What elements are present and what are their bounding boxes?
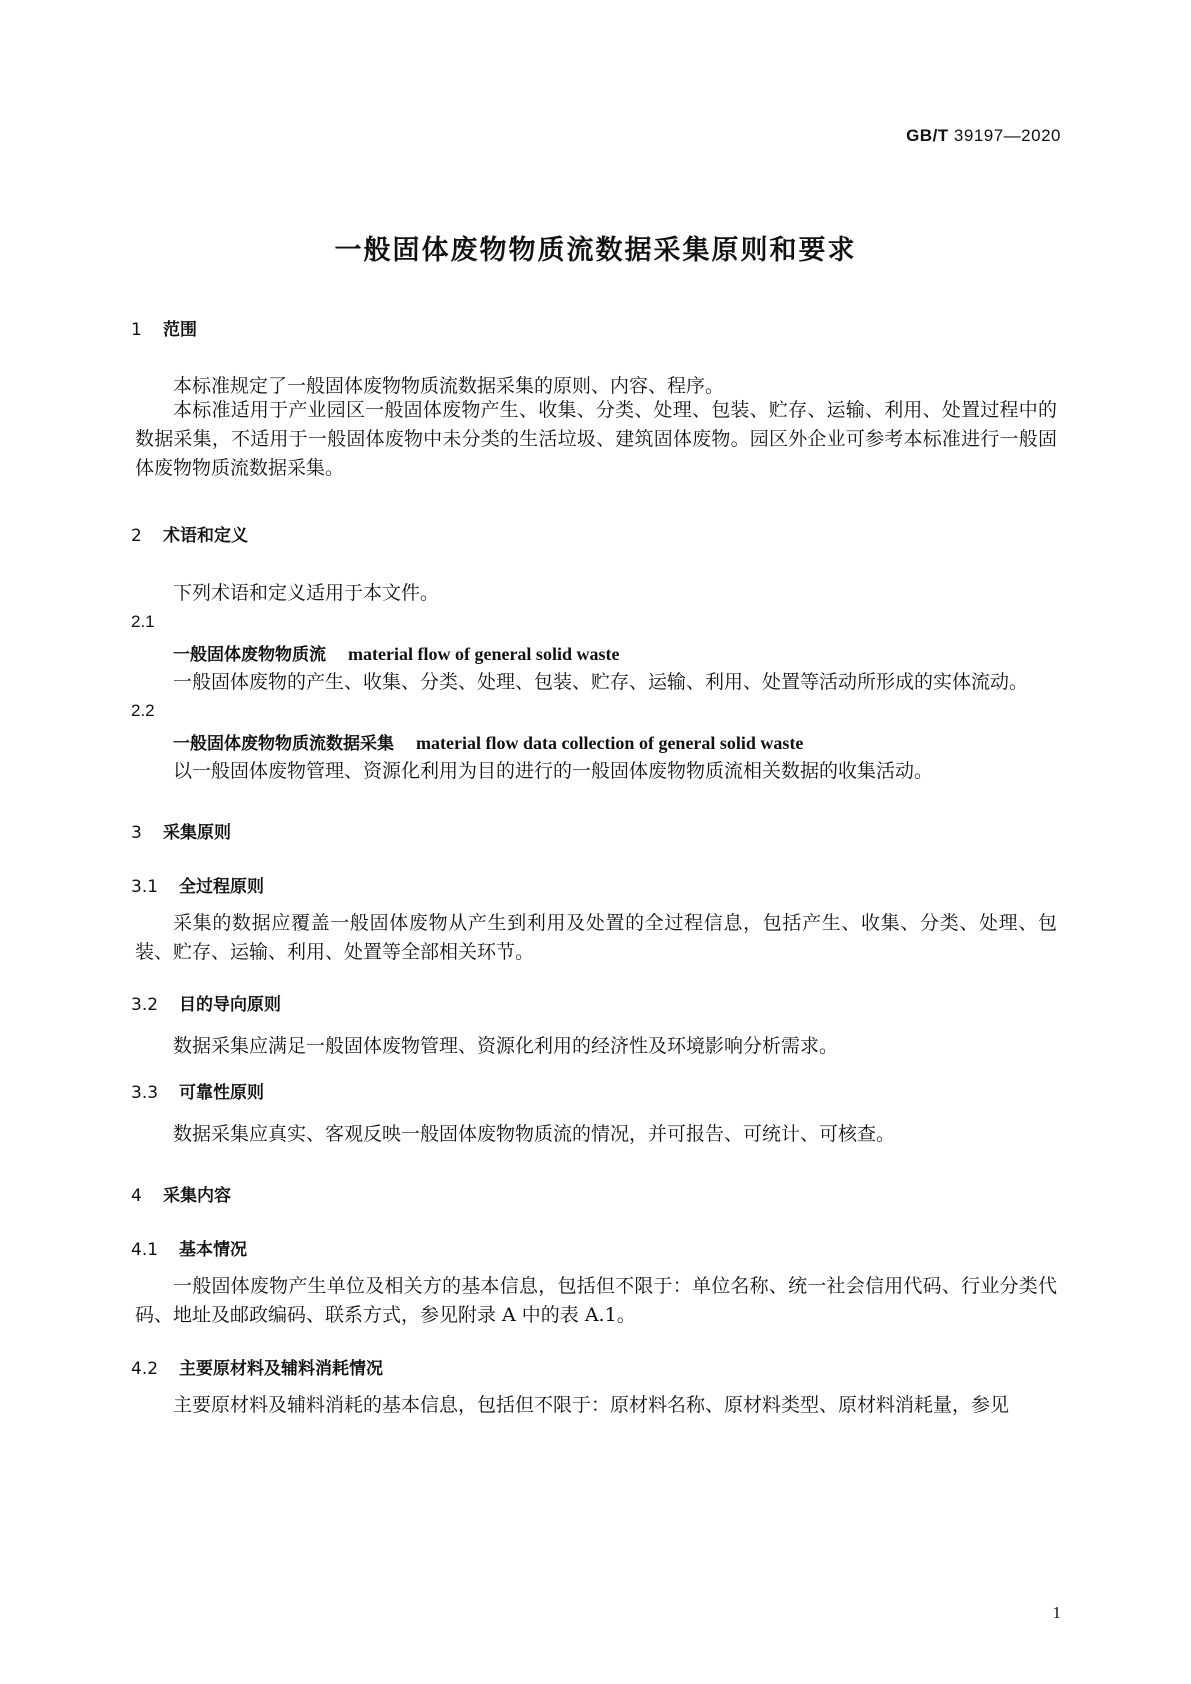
document-title: 一般固体废物物质流数据采集原则和要求 [334, 235, 857, 266]
subsection-title: 全过程原则 [179, 877, 264, 897]
section-1-heading [131, 315, 197, 340]
standard-code: 39197—2020 [953, 126, 1061, 145]
page-number: 1 [1052, 1603, 1061, 1622]
section-number: 3 [131, 823, 142, 843]
scope-paragraph-1: 本标准规定了一般固体废物物质流数据采集的原则、内容、程序。 [173, 375, 725, 397]
term-english: material flow data collection of general solid waste [416, 733, 804, 753]
subsection-4-1-text: 一般固体废物产生单位及相关方的基本信息，包括但不限于：单位名称、统一社会信用代码、行业分类代码、地址及邮政编码、联系方式，参见附录 A 中的表 A.1。 [135, 1275, 1057, 1326]
subsection-3-2-text: 数据采集应满足一般固体废物管理、资源化利用的经济性及环境影响分析需求。 [173, 1035, 839, 1057]
subsection-number: 4.2 [131, 1359, 159, 1379]
section-title: 采集内容 [163, 1186, 231, 1206]
subsection-title: 可靠性原则 [179, 1083, 264, 1103]
section-number: 4 [131, 1186, 142, 1206]
subsection-title: 基本情况 [179, 1240, 247, 1260]
term-definition: 一般固体废物的产生、收集、分类、处理、包装、贮存、运输、利用、处置等活动所形成的实体流动。 [173, 671, 1029, 693]
subsection-4-1-heading [131, 1235, 247, 1260]
subsection-3-2-heading [131, 990, 281, 1015]
term-chinese: 一般固体废物物质流 [173, 645, 326, 665]
term-number: 2.2 [131, 701, 155, 720]
subsection-4-2-text: 主要原材料及辅料消耗的基本信息，包括但不限于：原材料名称、原材料类型、原材料消耗量，参见 [173, 1394, 1010, 1416]
subsection-number: 4.1 [131, 1240, 159, 1260]
terms-intro: 下列术语和定义适用于本文件。 [173, 582, 440, 604]
standard-prefix: GB/T [906, 126, 949, 145]
section-3-heading [131, 818, 231, 843]
subsection-3-3-heading [131, 1078, 264, 1103]
term-definition: 以一般固体废物管理、资源化利用为目的进行的一般固体废物物质流相关数据的收集活动。 [173, 760, 934, 782]
subsection-3-1-heading [131, 872, 264, 897]
section-title: 采集原则 [163, 823, 231, 843]
scope-paragraph-2: 本标准适用于产业园区一般固体废物产生、收集、分类、处理、包装、贮存、运输、利用、处置过程中的数据采集，不适用于一般固体废物中未分类的生活垃圾、建筑固体废物。园区外企业可参考本标准进行一般固体废物物质流数据采集。 [135, 399, 1057, 479]
section-title: 范围 [163, 320, 197, 340]
term-heading [173, 640, 619, 665]
section-number: 1 [131, 320, 142, 340]
term-heading [173, 729, 803, 754]
standard-number [906, 126, 1061, 146]
section-title: 术语和定义 [163, 526, 248, 546]
subsection-4-2-heading [131, 1354, 383, 1379]
section-number: 2 [131, 526, 142, 546]
subsection-title: 目的导向原则 [179, 995, 281, 1015]
subsection-3-1-text: 采集的数据应覆盖一般固体废物从产生到利用及处置的全过程信息，包括产生、收集、分类、处理、包装、贮存、运输、利用、处置等全部相关环节。 [135, 912, 1057, 963]
section-2-heading [131, 521, 248, 546]
term-number: 2.1 [131, 612, 155, 631]
subsection-number: 3.2 [131, 995, 159, 1015]
subsection-number: 3.1 [131, 877, 159, 897]
section-4-heading [131, 1181, 231, 1206]
term-chinese: 一般固体废物物质流数据采集 [173, 734, 394, 754]
subsection-number: 3.3 [131, 1083, 159, 1103]
subsection-title: 主要原材料及辅料消耗情况 [179, 1359, 383, 1379]
subsection-3-3-text: 数据采集应真实、客观反映一般固体废物物质流的情况，并可报告、可统计、可核查。 [173, 1123, 896, 1145]
term-english: material flow of general solid waste [348, 644, 620, 664]
